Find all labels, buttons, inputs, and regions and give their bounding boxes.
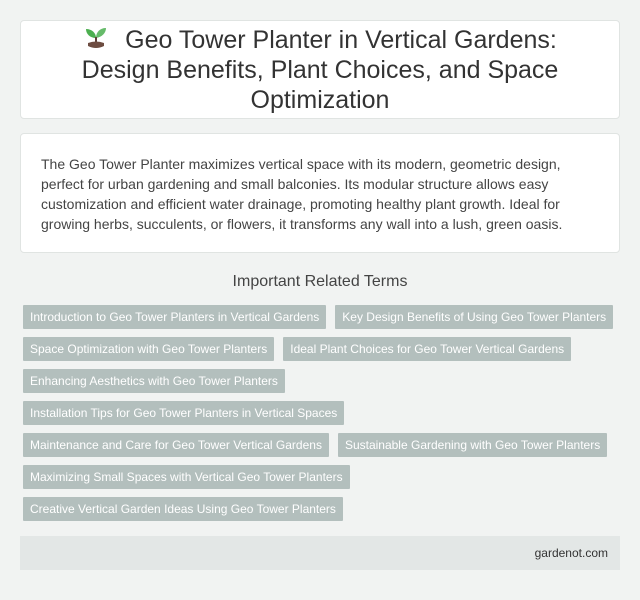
tag-creative-ideas[interactable]: Creative Vertical Garden Ideas Using Geo Tower Planters [23, 497, 343, 521]
tag-row [23, 433, 623, 457]
title-text: Geo Tower Planter in Vertical Gardens: Design Benefits, Plant Choices, and Space Optimization [81, 25, 559, 114]
description-card [20, 133, 620, 253]
tag-space-optimization[interactable]: Space Optimization with Geo Tower Planters [23, 337, 274, 361]
related-terms-heading: Important Related Terms [232, 273, 408, 290]
tag-ideal-plant-choices[interactable]: Ideal Plant Choices for Geo Tower Vertical Gardens [283, 337, 571, 361]
footer [20, 536, 620, 570]
title-card [20, 20, 620, 119]
related-terms-list [23, 305, 623, 529]
tag-enhancing-aesthetics[interactable]: Enhancing Aesthetics with Geo Tower Planters [23, 369, 285, 393]
tag-maintenance-care[interactable]: Maintenance and Care for Geo Tower Vertical Gardens [23, 433, 329, 457]
tag-row [23, 497, 623, 521]
tag-row [23, 465, 623, 489]
page-title [45, 25, 595, 115]
tag-row [23, 401, 623, 425]
tag-installation-tips[interactable]: Installation Tips for Geo Tower Planters in Vertical Spaces [23, 401, 344, 425]
footer-site-link[interactable]: gardenot.com [534, 546, 608, 560]
description-text: The Geo Tower Planter maximizes vertical space with its modern, geometric design, perfect for urban gardening and small balconies. Its modular structure allows easy customization and efficient water drainage, promoting healthy plant growth. Ideal for growing herbs, succulents, or flowers, it transforms any wall into a lush, green oasis. [41, 156, 563, 232]
sprout-icon [83, 25, 109, 51]
tag-introduction[interactable]: Introduction to Geo Tower Planters in Vertical Gardens [23, 305, 326, 329]
tag-maximizing-small-spaces[interactable]: Maximizing Small Spaces with Vertical Geo Tower Planters [23, 465, 350, 489]
tag-row [23, 305, 623, 329]
tag-row [23, 369, 623, 393]
tag-sustainable-gardening[interactable]: Sustainable Gardening with Geo Tower Planters [338, 433, 607, 457]
tag-row [23, 337, 623, 361]
tag-key-design-benefits[interactable]: Key Design Benefits of Using Geo Tower Planters [335, 305, 613, 329]
